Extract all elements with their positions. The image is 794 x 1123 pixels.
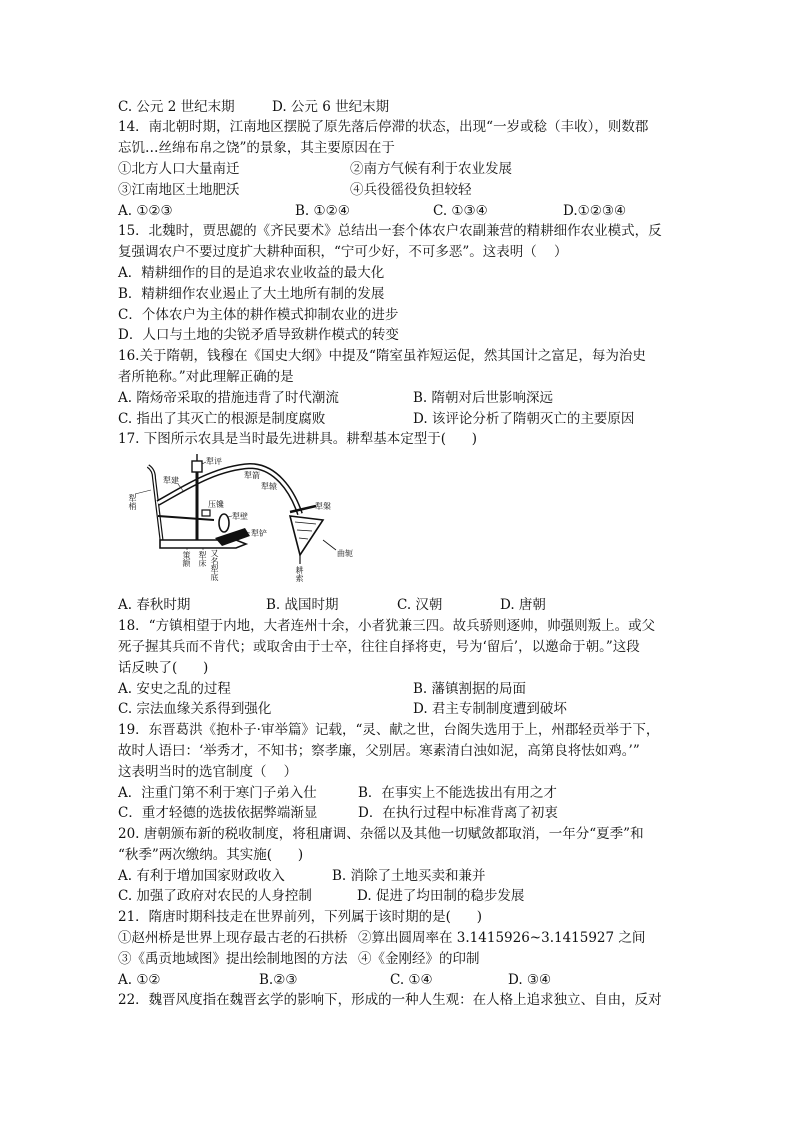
option-d: D. 促进了均田制的稳步发展: [357, 888, 525, 905]
plow-moldboard-shape: [219, 514, 229, 532]
option-c: C. 指出了其灭亡的根源是制度腐败: [118, 410, 326, 427]
plow-part-label-cee: 策额: [182, 551, 191, 568]
option-b: B. 隋朝对后世影响深远: [413, 389, 554, 406]
option-c: C. 宗法血缘关系得到强化: [118, 701, 272, 718]
item-3: ③《禹贡地域图》提出绘制地图的方法: [118, 950, 348, 967]
plow-part-label-liping: 犁评: [206, 457, 222, 467]
option-d: D. 公元 6 世纪末期: [272, 98, 390, 115]
plow-part-label-lichan: 犁铲: [251, 529, 267, 539]
option-d: D．在执行过程中标准背离了初衷: [358, 805, 558, 822]
option-row: [118, 97, 678, 118]
item-3: ③江南地区土地肥沃: [118, 181, 240, 198]
item-row: [118, 180, 678, 201]
plow-diagram: [118, 450, 678, 595]
option-b: B. 战国时期: [266, 597, 339, 614]
option-c: C．个体农户为主体的耕作模式抑制农业的进步: [118, 306, 399, 323]
option-row: [118, 699, 678, 720]
item-2: ②南方气候有利于农业发展: [350, 160, 512, 177]
question-list: [118, 97, 678, 1012]
question-stem: 话反映了( ): [118, 659, 209, 676]
question-stem: 14．南北朝时期，江南地区摆脱了原先落后停滞的状态，出现“一岁或稔（丰收），则数郡: [118, 119, 649, 136]
option-b: B. ①②④: [295, 202, 350, 219]
plow-crossbar-shape: [290, 506, 316, 512]
question-stem: 21．隋唐时期科技走在世界前列，下列属于该时期的是( ): [118, 909, 482, 926]
plow-part-label-lipan: 犁槃: [315, 502, 331, 512]
option-row: [118, 409, 678, 430]
option-d: D. ③④: [508, 971, 552, 988]
option-a: A. ①②: [118, 971, 161, 988]
item-row: [118, 159, 678, 180]
option-d: D. 该评论分析了隋朝灭亡的主要原因: [413, 410, 635, 427]
plow-part-label-lidi: 又名犁底: [210, 549, 219, 582]
option-row: [118, 783, 678, 804]
option-a: A. 春秋时期: [118, 597, 191, 614]
plow-part-label-lichuang: 犁床: [198, 551, 207, 568]
question-stem: 20. 唐朝颁布新的税收制度，将租庸调、杂徭以及其他一切赋敛都取消，一年分“夏季”和: [118, 826, 644, 843]
option-c: C. 公元 2 世纪末期: [118, 98, 235, 115]
question-stem: 17. 下图所示农具是当时最先进耕具。耕犁基本定型于( ): [118, 431, 478, 448]
question-stem: 16.关于隋朝，钱穆在《国史大纲》中提及“隋室虽祚短运促，然其国计之富足，每为治史: [118, 348, 646, 365]
question-stem: 18．“方镇相望于内地，大者连州十余，小者犹兼三四。故兵骄则逐帅，帅强则叛上。或父: [118, 618, 656, 635]
plow-press-shape: [202, 510, 210, 516]
option-row: [118, 970, 678, 991]
option-a: A. 有利于增加国家财政收入: [118, 867, 285, 884]
plow-part-label-que: 曲轭: [337, 549, 353, 559]
question-stem: 22．魏晋风度指在魏晋玄学的影响下，形成的一种人生观：在人格上追求独立、自由，反对: [118, 992, 662, 1009]
option-a: A．注重门第不利于寒门子弟入仕: [118, 784, 317, 801]
option-c: C. 加强了政府对农民的人身控制: [118, 888, 312, 905]
plow-part-label-libi: 犁壁: [232, 512, 248, 522]
option-d: D．人口与土地的尖锐矛盾导致耕作模式的转变: [118, 327, 399, 344]
option-c: C. 汉朝: [397, 597, 443, 614]
question-stem: 15．北魏时，贾思勰的《齐民要术》总结出一套个体农户农副兼营的精耕细作农业模式，反: [118, 223, 662, 240]
plow-leader-line: [323, 540, 336, 550]
option-c: C. ①④: [390, 971, 433, 988]
option-b: B．精耕细作农业遏止了大土地所有制的发展: [118, 285, 385, 302]
option-d: D. 唐朝: [500, 597, 546, 614]
plow-leader-line: [135, 490, 151, 494]
question-stem: 19．东晋葛洪《抱朴子·审举篇》记载，“灵、献之世，台阁失选用于上，州郡轻贡举于下，: [118, 722, 660, 739]
question-stem: 这表明当时的选官制度（ ）: [118, 763, 298, 780]
option-c: C. ①③④: [433, 202, 488, 219]
option-b: B.②③: [259, 971, 298, 988]
plow-part-label-lishao: 犁梢: [128, 494, 137, 511]
item-row: [118, 949, 678, 970]
option-d: D.①②③④: [563, 202, 627, 219]
option-a: A．精耕细作的目的是追求农业收益的最大化: [118, 264, 385, 281]
question-stem: 忘饥…丝绵布帛之饶”的景象，其主要原因在于: [118, 140, 395, 157]
plow-part-label-yachan: 压镵: [208, 500, 224, 510]
option-row: [118, 201, 678, 222]
option-row: [118, 803, 678, 824]
plow-part-label-gengsuo: 耕索: [295, 566, 304, 583]
option-c: C．重才轻德的选拔依据弊端渐显: [118, 805, 318, 822]
plow-yoke-shape: [290, 516, 323, 555]
item-1: ①赵州桥是世界上现存最古老的石拱桥: [118, 930, 348, 947]
option-a: A. 安史之乱的过程: [118, 680, 231, 697]
option-d: D. 君主专制制度遭到破坏: [413, 701, 567, 718]
option-row: [118, 388, 678, 409]
plow-part-label-lijian-arrow: 犁箭: [244, 471, 260, 481]
plow-beam-inner: [158, 466, 300, 514]
item-row: [118, 928, 678, 949]
option-row: [118, 595, 678, 616]
question-stem: 死子握其兵而不肯代；或取舍由于士卒，往往自择将吏，号为‘留后’，以邀命于朝。”这段: [118, 638, 640, 655]
option-b: B. 消除了土地买卖和兼并: [332, 867, 486, 884]
question-stem: 故时人语曰：‘举秀才，不知书；察孝廉，父别居。寒素清白浊如泥，高第良将怯如鸡。’”: [118, 742, 640, 759]
option-b: B. 藩镇割据的局面: [413, 680, 527, 697]
item-2: ②算出圆周率在 3.1415926~3.1415927 之间: [358, 930, 646, 947]
question-stem: “秋季”两次缴纳。其实施( ): [118, 846, 304, 863]
option-row: [118, 679, 678, 700]
question-stem: 复强调农户不要过度扩大耕种面积，“宁可少好，不可多恶”。这表明（ ）: [118, 244, 568, 261]
item-1: ①北方人口大量南迁: [118, 160, 240, 177]
item-4: ④《金刚经》的印制: [358, 950, 480, 967]
plow-adjuster-shape: [192, 461, 202, 472]
option-b: B．在事实上不能选拔出有用之才: [358, 784, 557, 801]
plow-part-label-lijian: 犁建: [163, 476, 179, 486]
plow-part-label-liyuan: 犁辕: [261, 482, 277, 492]
option-row: [118, 886, 678, 907]
item-4: ④兵役徭役负担较轻: [350, 181, 472, 198]
option-a: A. ①②③: [118, 202, 173, 219]
option-a: A. 隋炀帝采取的措施违背了时代潮流: [118, 389, 339, 406]
option-row: [118, 866, 678, 887]
plow-drawing: [118, 450, 368, 595]
question-stem: 者所艳称。”对此理解正确的是: [118, 368, 294, 385]
